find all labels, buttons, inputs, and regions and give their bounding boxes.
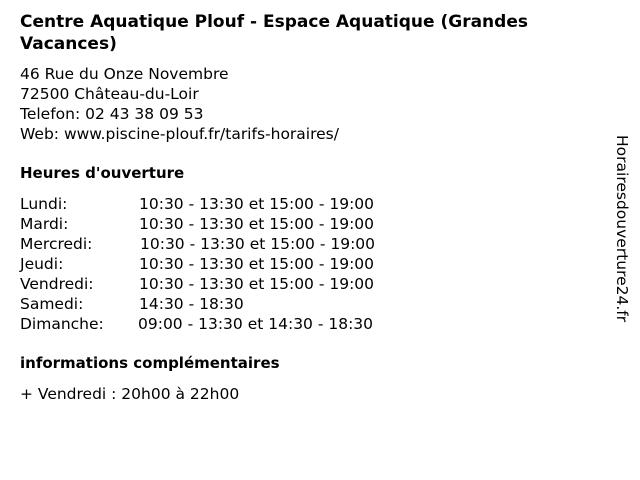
opening-hours-heading: Heures d'ouverture bbox=[20, 164, 185, 182]
day-label: Jeudi: bbox=[20, 255, 64, 273]
hours-row-thursday bbox=[20, 254, 440, 274]
opening-hours-list bbox=[20, 194, 440, 334]
page-title: Centre Aquatique Plouf - Espace Aquatique (Grandes Vacances) bbox=[20, 12, 528, 54]
additional-info-heading: informations complémentaires bbox=[20, 354, 280, 372]
day-label: Dimanche: bbox=[20, 315, 104, 333]
address-block bbox=[20, 64, 339, 144]
time-range: 10:30 - 13:30 et 15:00 - 19:00 bbox=[139, 275, 375, 293]
site-watermark: Horairesdouverture24.fr bbox=[613, 135, 631, 323]
time-range: 10:30 - 13:30 et 15:00 - 19:00 bbox=[139, 255, 375, 273]
time-range: 09:00 - 13:30 et 14:30 - 18:30 bbox=[138, 315, 374, 333]
hours-row-sunday bbox=[20, 314, 440, 334]
time-range: 10:30 - 13:30 et 15:00 - 19:00 bbox=[140, 235, 376, 253]
city-address: 72500 Château-du-Loir bbox=[20, 85, 199, 103]
time-range: 10:30 - 13:30 et 15:00 - 19:00 bbox=[139, 195, 375, 213]
day-label: Mardi: bbox=[20, 215, 69, 233]
time-range: 10:30 - 13:30 et 15:00 - 19:00 bbox=[139, 215, 375, 233]
day-label: Samedi: bbox=[20, 295, 84, 313]
hours-row-tuesday bbox=[20, 214, 440, 234]
hours-row-wednesday bbox=[20, 234, 440, 254]
phone-number: Telefon: 02 43 38 09 53 bbox=[20, 105, 204, 123]
hours-row-saturday bbox=[20, 294, 440, 314]
hours-row-friday bbox=[20, 274, 440, 294]
hours-row-monday bbox=[20, 194, 440, 214]
day-label: Vendredi: bbox=[20, 275, 94, 293]
day-label: Lundi: bbox=[20, 195, 68, 213]
additional-info-text: + Vendredi : 20h00 à 22h00 bbox=[20, 385, 240, 403]
website: Web: www.piscine-plouf.fr/tarifs-horaires/ bbox=[20, 125, 339, 143]
time-range: 14:30 - 18:30 bbox=[139, 295, 244, 313]
day-label: Mercredi: bbox=[20, 235, 93, 253]
street-address: 46 Rue du Onze Novembre bbox=[20, 65, 229, 83]
